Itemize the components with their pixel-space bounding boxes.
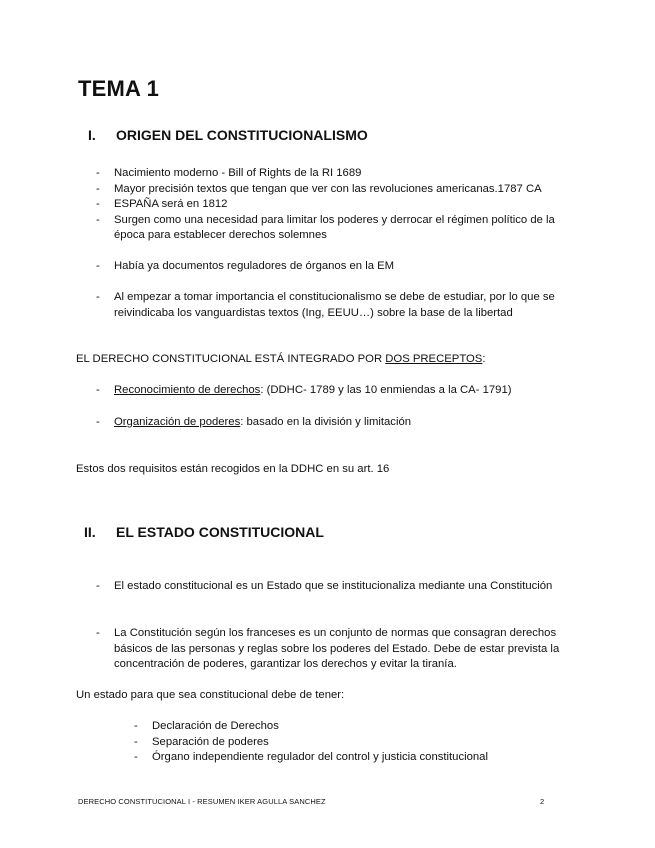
bullet-dash: - xyxy=(96,167,100,179)
list-item-text: ESPAÑA será en 1812 xyxy=(114,198,228,210)
bullet-dash: - xyxy=(96,260,100,272)
list-item xyxy=(96,415,586,431)
list-item-text: La Constitución según los franceses es un conjunto de normas que consagran derechos básicos de las personas y reglas sobre los poderes del Estado. Debe de estar prevista la concentración de poderes, garantizar los derechos y evitar la tiranía. xyxy=(114,627,560,670)
page-title: TEMA 1 xyxy=(78,76,160,101)
bullet-dash: - xyxy=(96,182,100,195)
bullet-dash: - xyxy=(134,720,138,732)
list-item xyxy=(134,719,554,735)
footer-text: DERECHO CONSTITUCIONAL I - RESUMEN IKER AGULLA SANCHEZ xyxy=(78,797,326,806)
section-heading-1 xyxy=(88,127,368,143)
section-title: EL ESTADO CONSTITUCIONAL xyxy=(116,524,324,540)
list-item-text: Órgano independiente regulador del control y justicia constitucional xyxy=(152,751,488,763)
list-item xyxy=(96,290,586,321)
page-number: 2 xyxy=(540,797,545,806)
list-item-text: Nacimiento moderno - Bill of Rights de la RI 1689 xyxy=(114,167,362,179)
list-item xyxy=(134,750,554,766)
integrated-colon: : xyxy=(482,353,486,365)
precept-term: Reconocimiento de derechos xyxy=(114,384,261,396)
list-item xyxy=(96,197,586,213)
section-title: ORIGEN DEL CONSTITUCIONALISMO xyxy=(116,127,368,143)
section-heading-2 xyxy=(84,524,324,540)
integrated-lead: EL DERECHO CONSTITUCIONAL ESTÁ INTEGRADO POR xyxy=(76,353,386,365)
list-item xyxy=(96,626,586,673)
bullet-dash: - xyxy=(96,213,100,226)
list-item xyxy=(96,213,586,244)
bullet-list-em xyxy=(96,259,586,275)
state-lead-paragraph: Un estado para que sea constitucional debe de tener: xyxy=(76,689,345,701)
precept-term: Organización de poderes xyxy=(114,416,241,428)
bullet-list-precept-1 xyxy=(96,383,586,399)
bullet-list-precept-2 xyxy=(96,415,586,431)
bullet-list-origins xyxy=(96,166,586,244)
list-item xyxy=(96,182,586,198)
bullet-dash: - xyxy=(96,627,100,639)
precept-rest: : basado en la división y limitación xyxy=(240,416,412,428)
requisites-paragraph: Estos dos requisitos están recogidos en la DDHC en su art. 16 xyxy=(76,463,390,475)
list-item-text: Mayor precisión textos que tengan que ver con las revoluciones americanas.1787 CA xyxy=(114,182,542,195)
list-item-text: Surgen como una necesidad para limitar los poderes y derrocar el régimen político de la época para establecer derechos solemnes xyxy=(114,213,555,241)
bullet-list-state-2 xyxy=(96,626,586,673)
section-number: I. xyxy=(88,127,96,143)
list-item xyxy=(96,166,586,182)
integrated-underlined: DOS PRECEPTOS xyxy=(385,353,483,365)
bullet-list-state-1 xyxy=(96,579,586,595)
bullet-dash: - xyxy=(96,291,100,303)
integrated-paragraph xyxy=(76,352,485,368)
list-item xyxy=(96,259,586,275)
section-number: II. xyxy=(84,524,96,540)
list-item-text: Separación de poderes xyxy=(152,735,269,748)
bullet-dash: - xyxy=(96,198,100,210)
list-item-text: Había ya documentos reguladores de órganos en la EM xyxy=(114,260,395,272)
bullet-dash: - xyxy=(134,735,138,748)
list-item xyxy=(96,383,586,399)
bullet-list-requirements xyxy=(134,719,554,766)
precept-rest: : (DDHC- 1789 y las 10 enmiendas a la CA- 1791) xyxy=(260,384,512,396)
list-item xyxy=(96,579,586,595)
list-item-text: El estado constitucional es un Estado que se institucionaliza mediante una Constitución xyxy=(114,580,553,592)
bullet-list-importance xyxy=(96,290,586,321)
bullet-dash: - xyxy=(96,416,100,428)
list-item-text: Declaración de Derechos xyxy=(152,720,279,732)
bullet-dash: - xyxy=(96,384,100,396)
list-item xyxy=(134,735,554,751)
bullet-dash: - xyxy=(134,751,138,763)
list-item-text: Al empezar a tomar importancia el constitucionalismo se debe de estudiar, por lo que se reivindicaba los vanguardistas textos (Ing, EEUU…) sobre la base de la libertad xyxy=(114,291,555,319)
bullet-dash: - xyxy=(96,580,100,592)
